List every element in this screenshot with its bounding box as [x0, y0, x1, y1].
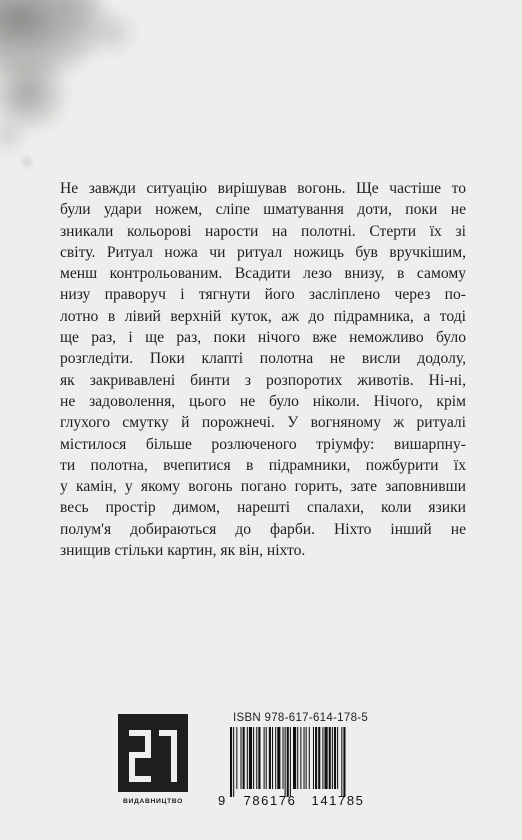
barcode-bar	[249, 727, 252, 789]
isbn-label: ISBN 978-617-614-178-5	[233, 712, 369, 724]
publisher-logo-caption: ВИДАВНИЦТВО	[123, 798, 183, 805]
text-line: знищив стільки картин, як він, ніхто.	[60, 542, 306, 560]
text-line: були удари ножем, сліпе шматування доти, поки не	[60, 201, 466, 219]
barcode-bar	[230, 727, 232, 797]
barcode-bar	[334, 727, 336, 789]
text-line: розгледіти. Поки клапті полотна не висли додолу,	[60, 350, 466, 368]
isbn-barcode	[216, 727, 386, 807]
barcode-bar	[272, 727, 273, 789]
barcode-bar	[247, 727, 248, 789]
ink-smudge	[85, 10, 140, 55]
barcode-bar	[325, 727, 328, 789]
barcode-bar	[256, 727, 257, 789]
text-line: полум'я добираються до фарби. Ніхто інший не	[60, 520, 466, 538]
barcode-bar	[318, 727, 320, 789]
text-line: лотно в лівий верхній куток, аж до підрамника, а тоді	[60, 307, 466, 325]
text-line: у камін, у якому вогонь погано горить, зате заповнивши	[60, 478, 466, 496]
barcode-bar	[293, 727, 296, 789]
text-line: ти полотна, вчепитися в підрамники, пожбурити їх	[60, 456, 466, 474]
barcode-bar	[277, 727, 280, 789]
publisher-logo	[118, 714, 188, 806]
barcode-bar	[341, 727, 342, 797]
ink-smudge	[20, 155, 34, 169]
barcode-right-digits: 141785	[311, 793, 365, 807]
text-line: глухого смутку й порожнечі. У вогняному ж ритуалі	[60, 414, 466, 432]
text-line: не задоволення, цього не було ніколи. Нічого, крім	[60, 392, 466, 410]
text-line: зникали кольорові нарости на полотні. Стерти їх зі	[60, 222, 466, 240]
barcode-bar	[332, 727, 333, 789]
barcode-bar	[304, 727, 305, 789]
barcode-first-digit: 9	[218, 793, 226, 807]
barcode-bar	[275, 727, 276, 789]
publisher-logo-background	[118, 714, 188, 792]
text-line: Не завжди ситуацію вирішував вогонь. Ще частіше то	[60, 180, 466, 197]
barcode-bar	[300, 727, 301, 789]
text-line: весь простір димом, нарешті спалахи, коли язики	[60, 499, 466, 517]
barcode-bar	[266, 727, 267, 789]
barcode-bar	[233, 727, 234, 797]
barcode-bar	[269, 727, 271, 789]
barcode-left-digits: 786176	[243, 793, 297, 807]
barcode-bar	[236, 727, 237, 789]
barcode-bar	[315, 727, 317, 789]
barcode-bar	[287, 727, 289, 797]
barcode-bars	[230, 727, 346, 797]
barcode-bar	[283, 727, 284, 789]
blurb-text	[60, 178, 466, 561]
barcode-bar	[329, 727, 331, 789]
text-line: світу. Ритуал ножа чи ритуал ножиць був вручкішим,	[60, 243, 466, 261]
text-line: ще раз, і ще раз, поки нічого вже неможливо було	[60, 329, 466, 347]
barcode-bar	[241, 727, 242, 789]
text-line: як закривавлені бинти з розпоротих животів. Ні-ні,	[60, 371, 466, 389]
barcode-bar	[309, 727, 310, 789]
text-line: менш контрольованим. Всадити лезо внизу, в самому	[60, 265, 466, 283]
barcode-bar	[297, 727, 298, 789]
barcode-bar	[243, 727, 245, 789]
barcode-bar	[322, 727, 323, 789]
barcode-bar	[290, 727, 291, 797]
barcode-bar	[337, 727, 338, 789]
barcode-bar	[264, 727, 265, 789]
barcode-bar	[253, 727, 254, 789]
barcode-bar	[306, 727, 307, 789]
text-line: низу праворуч і тягнути його засліплено через по-	[60, 286, 466, 304]
text-line: містилося більше розлюченого тріумфу: вишарпну-	[60, 435, 466, 453]
barcode-bar	[313, 727, 314, 789]
barcode-bar	[258, 727, 260, 789]
barcode-bar	[343, 727, 345, 797]
barcode-bar	[285, 727, 286, 797]
